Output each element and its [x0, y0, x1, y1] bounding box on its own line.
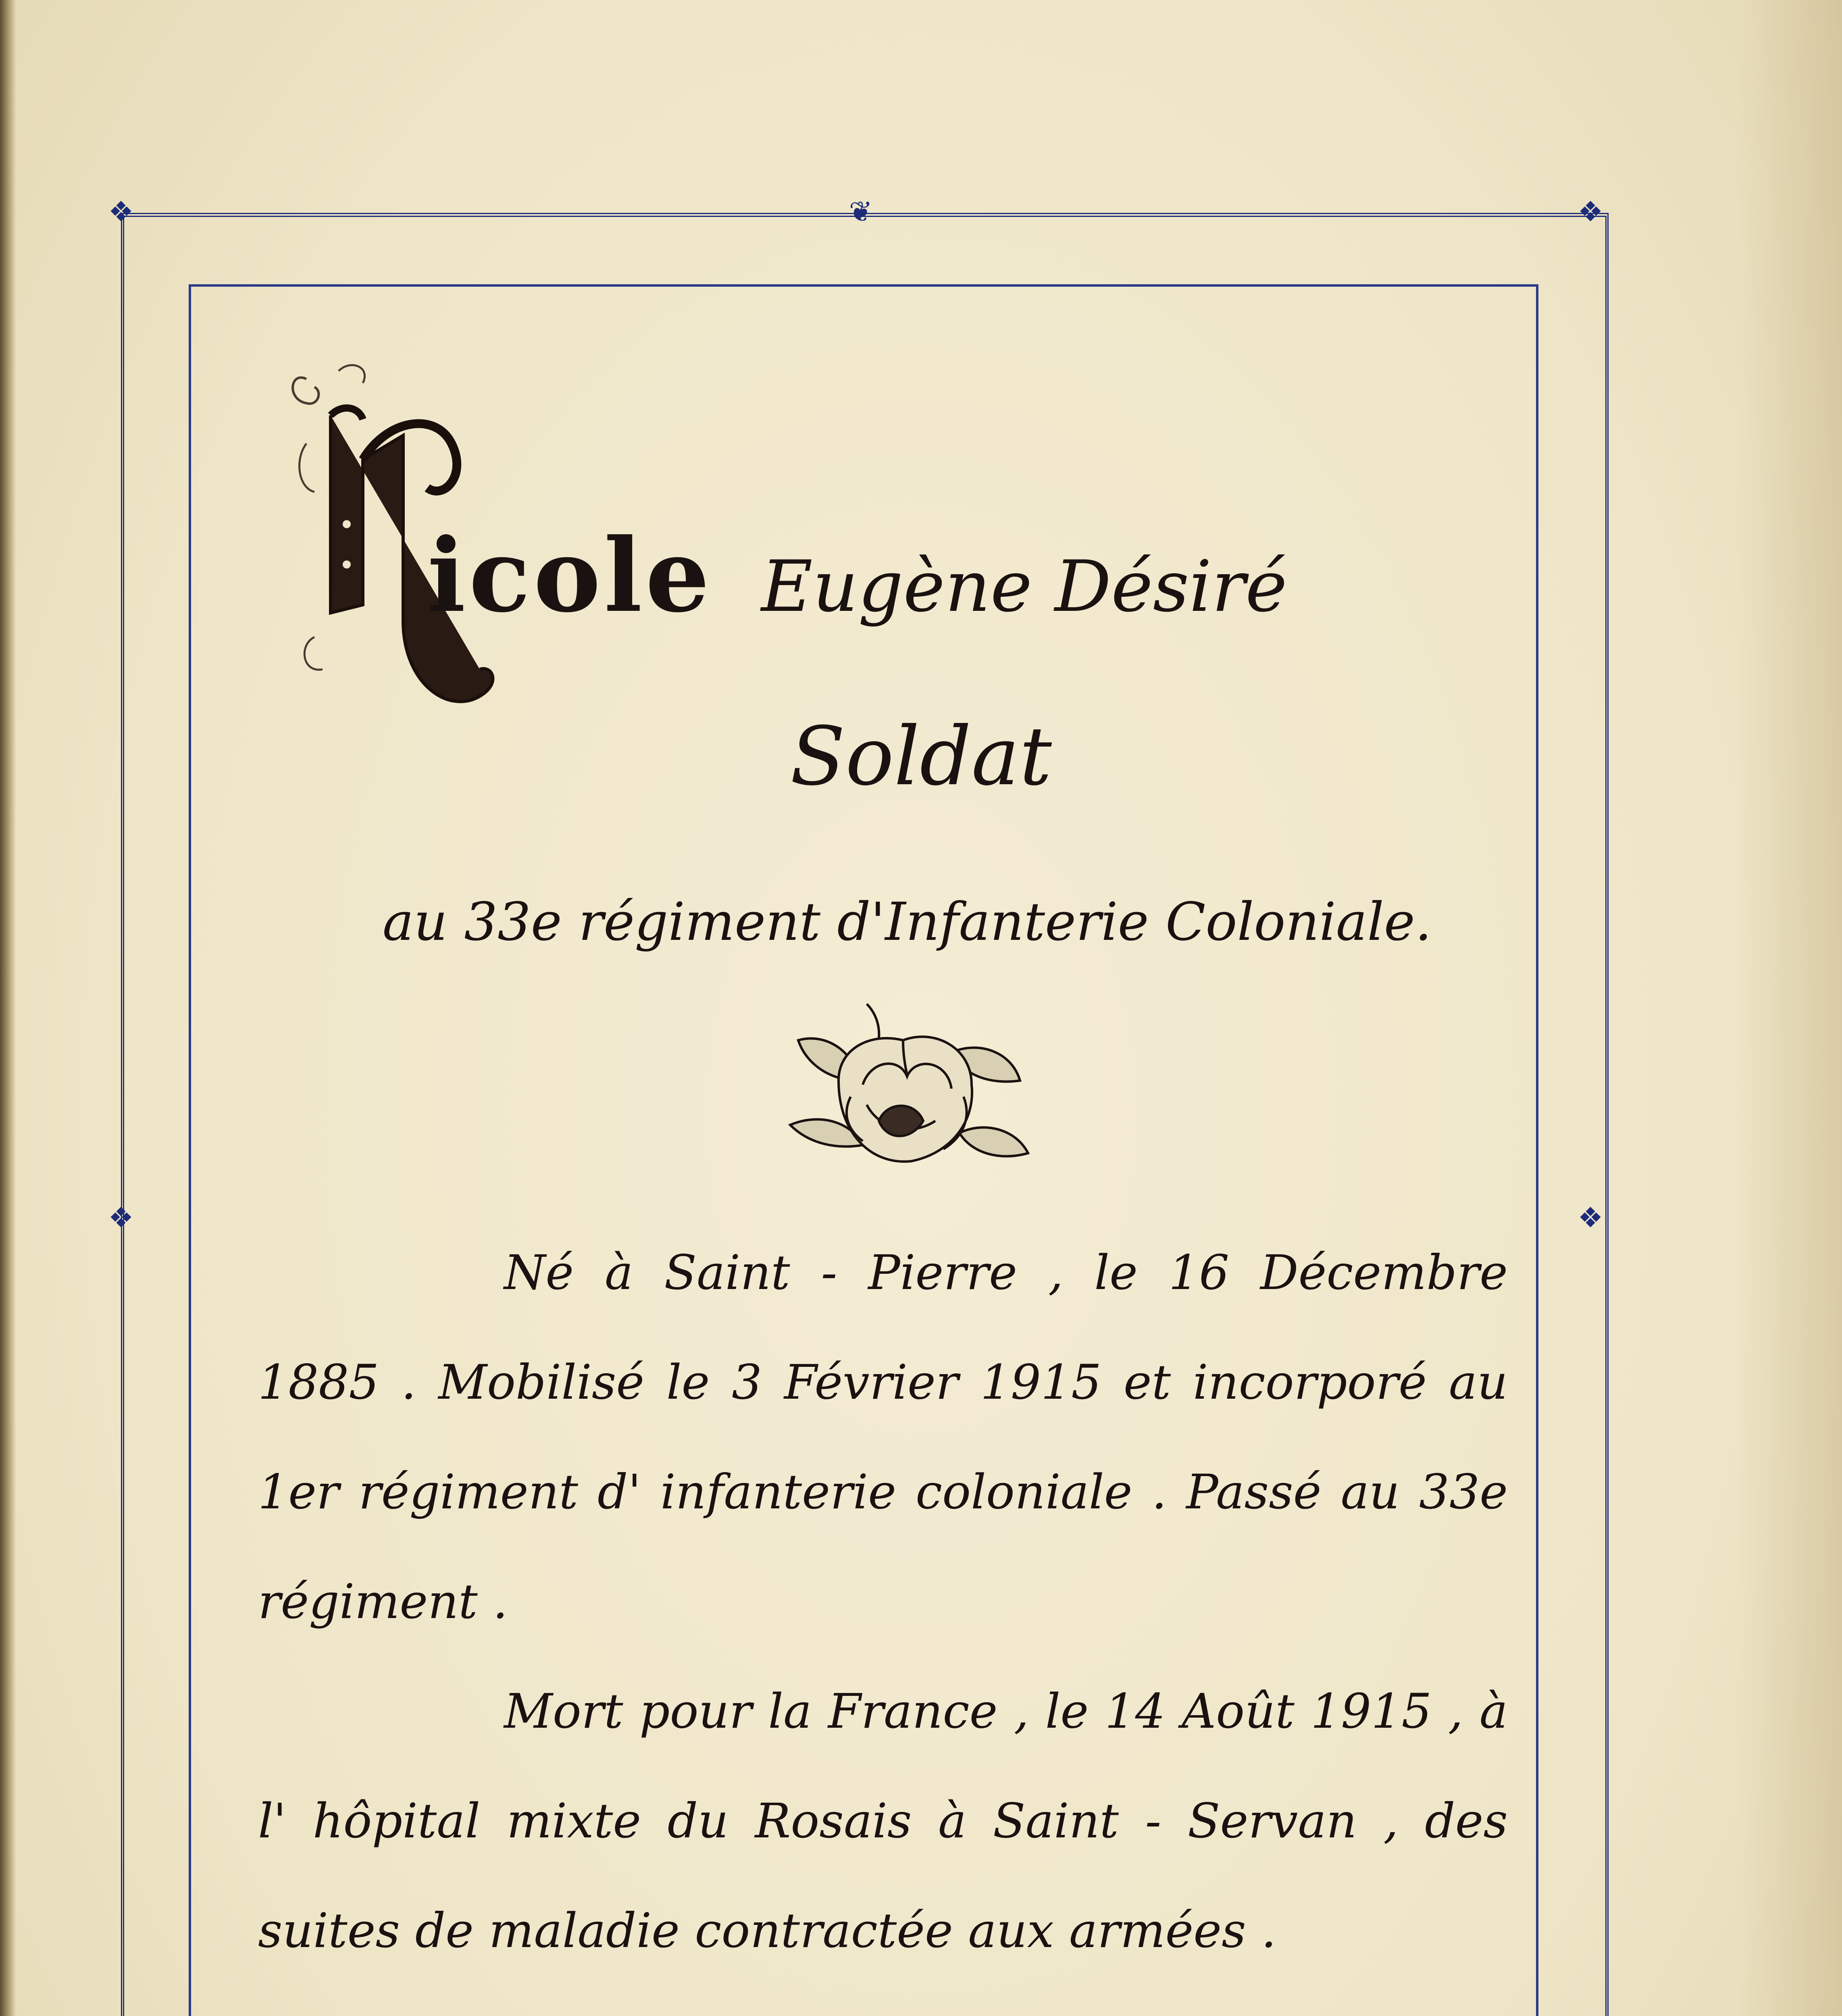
given-names-text: Eugène Désiré — [761, 546, 1287, 628]
book-binding-edge — [0, 0, 16, 2016]
page-shadow — [1737, 0, 1842, 2016]
corner-fleuron-icon: ❖ — [1578, 195, 1603, 228]
regiment-line: au 33e régiment d'Infanterie Coloniale. — [382, 891, 1432, 952]
top-center-fleuron-icon: ❦ — [849, 195, 873, 228]
corner-fleuron-icon: ❖ — [108, 195, 134, 228]
biography-paragraph: Mort pour la France , le 14 Août 1915 , à l' hôpital mixte du Rosais à Saint - Servan , des suites de maladie contractée aux armées . — [258, 1683, 1508, 1958]
surname-text: icole — [427, 516, 713, 635]
rank-title: Soldat — [790, 710, 1052, 804]
rose-icon — [782, 1000, 1032, 1189]
name-line — [427, 516, 1287, 635]
biography-text — [258, 1218, 1508, 1985]
left-middle-fleuron-icon: ❖ — [108, 1201, 134, 1234]
biography-paragraph: Né à Saint - Pierre , le 16 Décembre 1885 . Mobilisé le 3 Février 1915 et incorporé au 1er régiment d' infanterie coloniale . Passé au 33e régiment . — [258, 1245, 1508, 1629]
right-middle-fleuron-icon: ❖ — [1578, 1201, 1603, 1234]
